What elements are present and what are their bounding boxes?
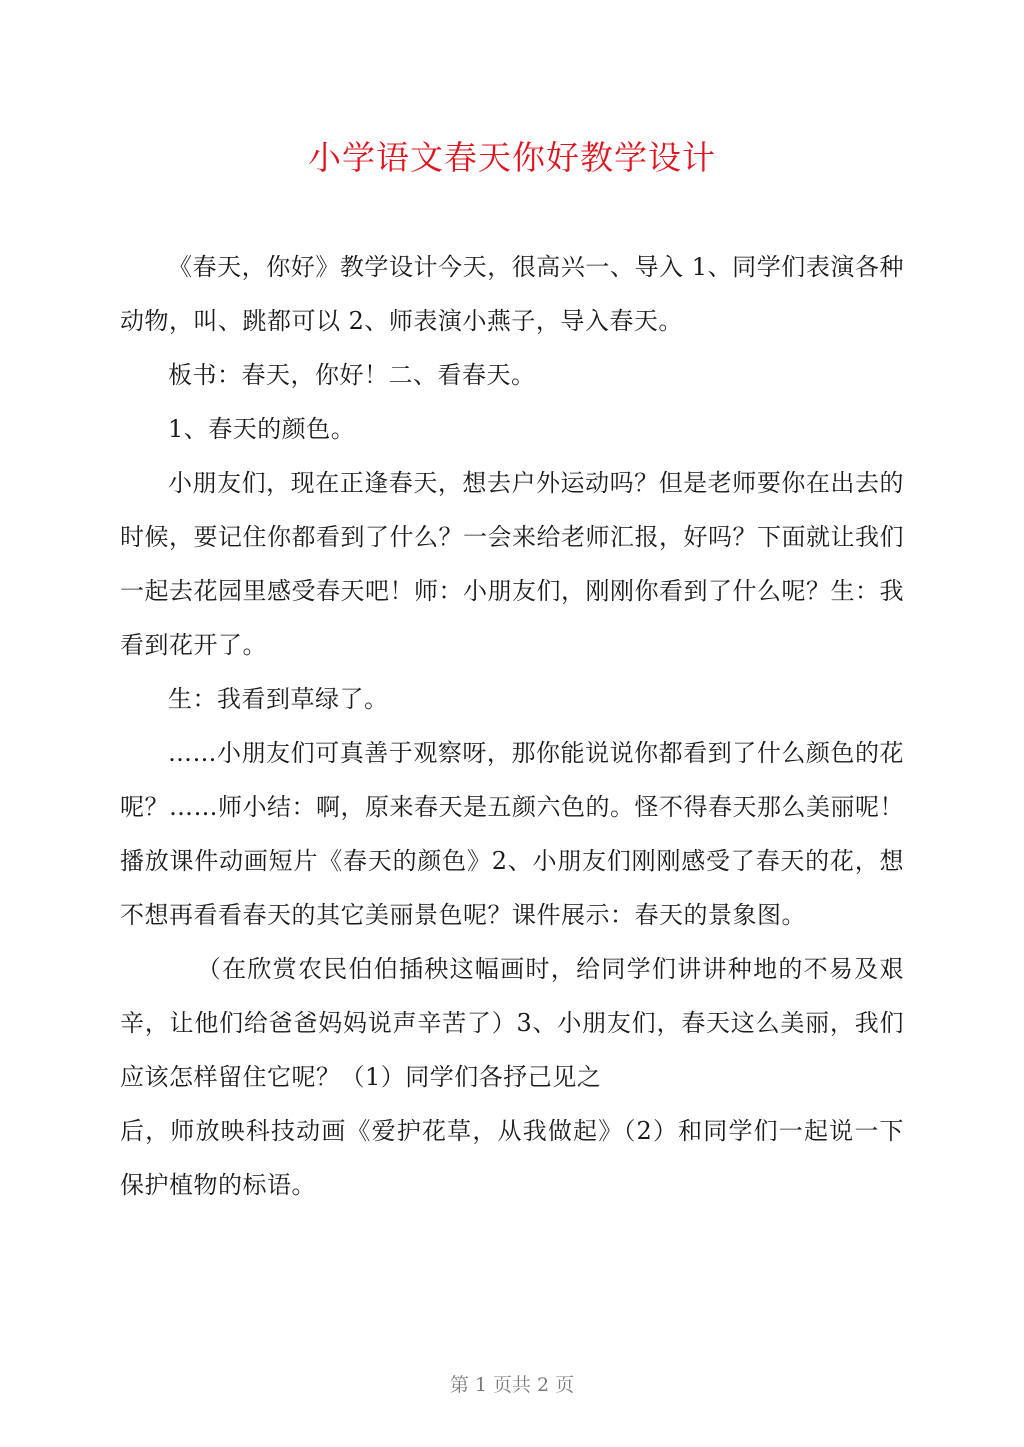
paragraph-intro: 《春天，你好》教学设计今天，很高兴一、导入 1、同学们表演各种动物，叫、跳都可以 2、师表演小燕子，导入春天。 xyxy=(120,253,904,335)
page-footer: 第 1 页共 2 页 xyxy=(449,1374,575,1396)
paragraph-protect: 后，师放映科技动画《爱护花草，从我做起》（2）和同学们一起说一下保护植物的标语。 xyxy=(120,1117,904,1199)
paragraph-blackboard: 板书：春天，你好！二、看春天。 xyxy=(168,361,536,389)
paragraph-outdoor: 小朋友们，现在正逢春天，想去户外运动吗？但是老师要你在出去的时候，要记住你都看到了什么？一会来给老师汇报，好吗？下面就让我们一起去花园里感受春天吧！师：小朋友们，刚刚你看到了什么呢？生：我看到花开了。 xyxy=(120,469,904,659)
document-body xyxy=(120,240,904,1212)
document-title: 小学语文春天你好教学设计 xyxy=(308,138,716,177)
paragraph-section-color: 1、春天的颜色。 xyxy=(168,415,356,443)
paragraph-grass: 生：我看到草绿了。 xyxy=(168,685,389,713)
paragraph-observe: ……小朋友们可真善于观察呀，那你能说说你都看到了什么颜色的花呢？……师小结：啊，原来春天是五颜六色的。怪不得春天那么美丽呢！播放课件动画短片《春天的颜色》2、小朋友们刚刚感受了春天的花，想不想再看看春天的其它美丽景色呢？课件展示：春天的景象图。 xyxy=(120,739,904,929)
paragraph-farmer: （在欣赏农民伯伯插秧这幅画时，给同学们讲讲种地的不易及艰辛，让他们给爸爸妈妈说声辛苦了）3、小朋友们，春天这么美丽，我们应该怎样留住它呢？（1）同学们各抒己见之 xyxy=(120,955,904,1091)
